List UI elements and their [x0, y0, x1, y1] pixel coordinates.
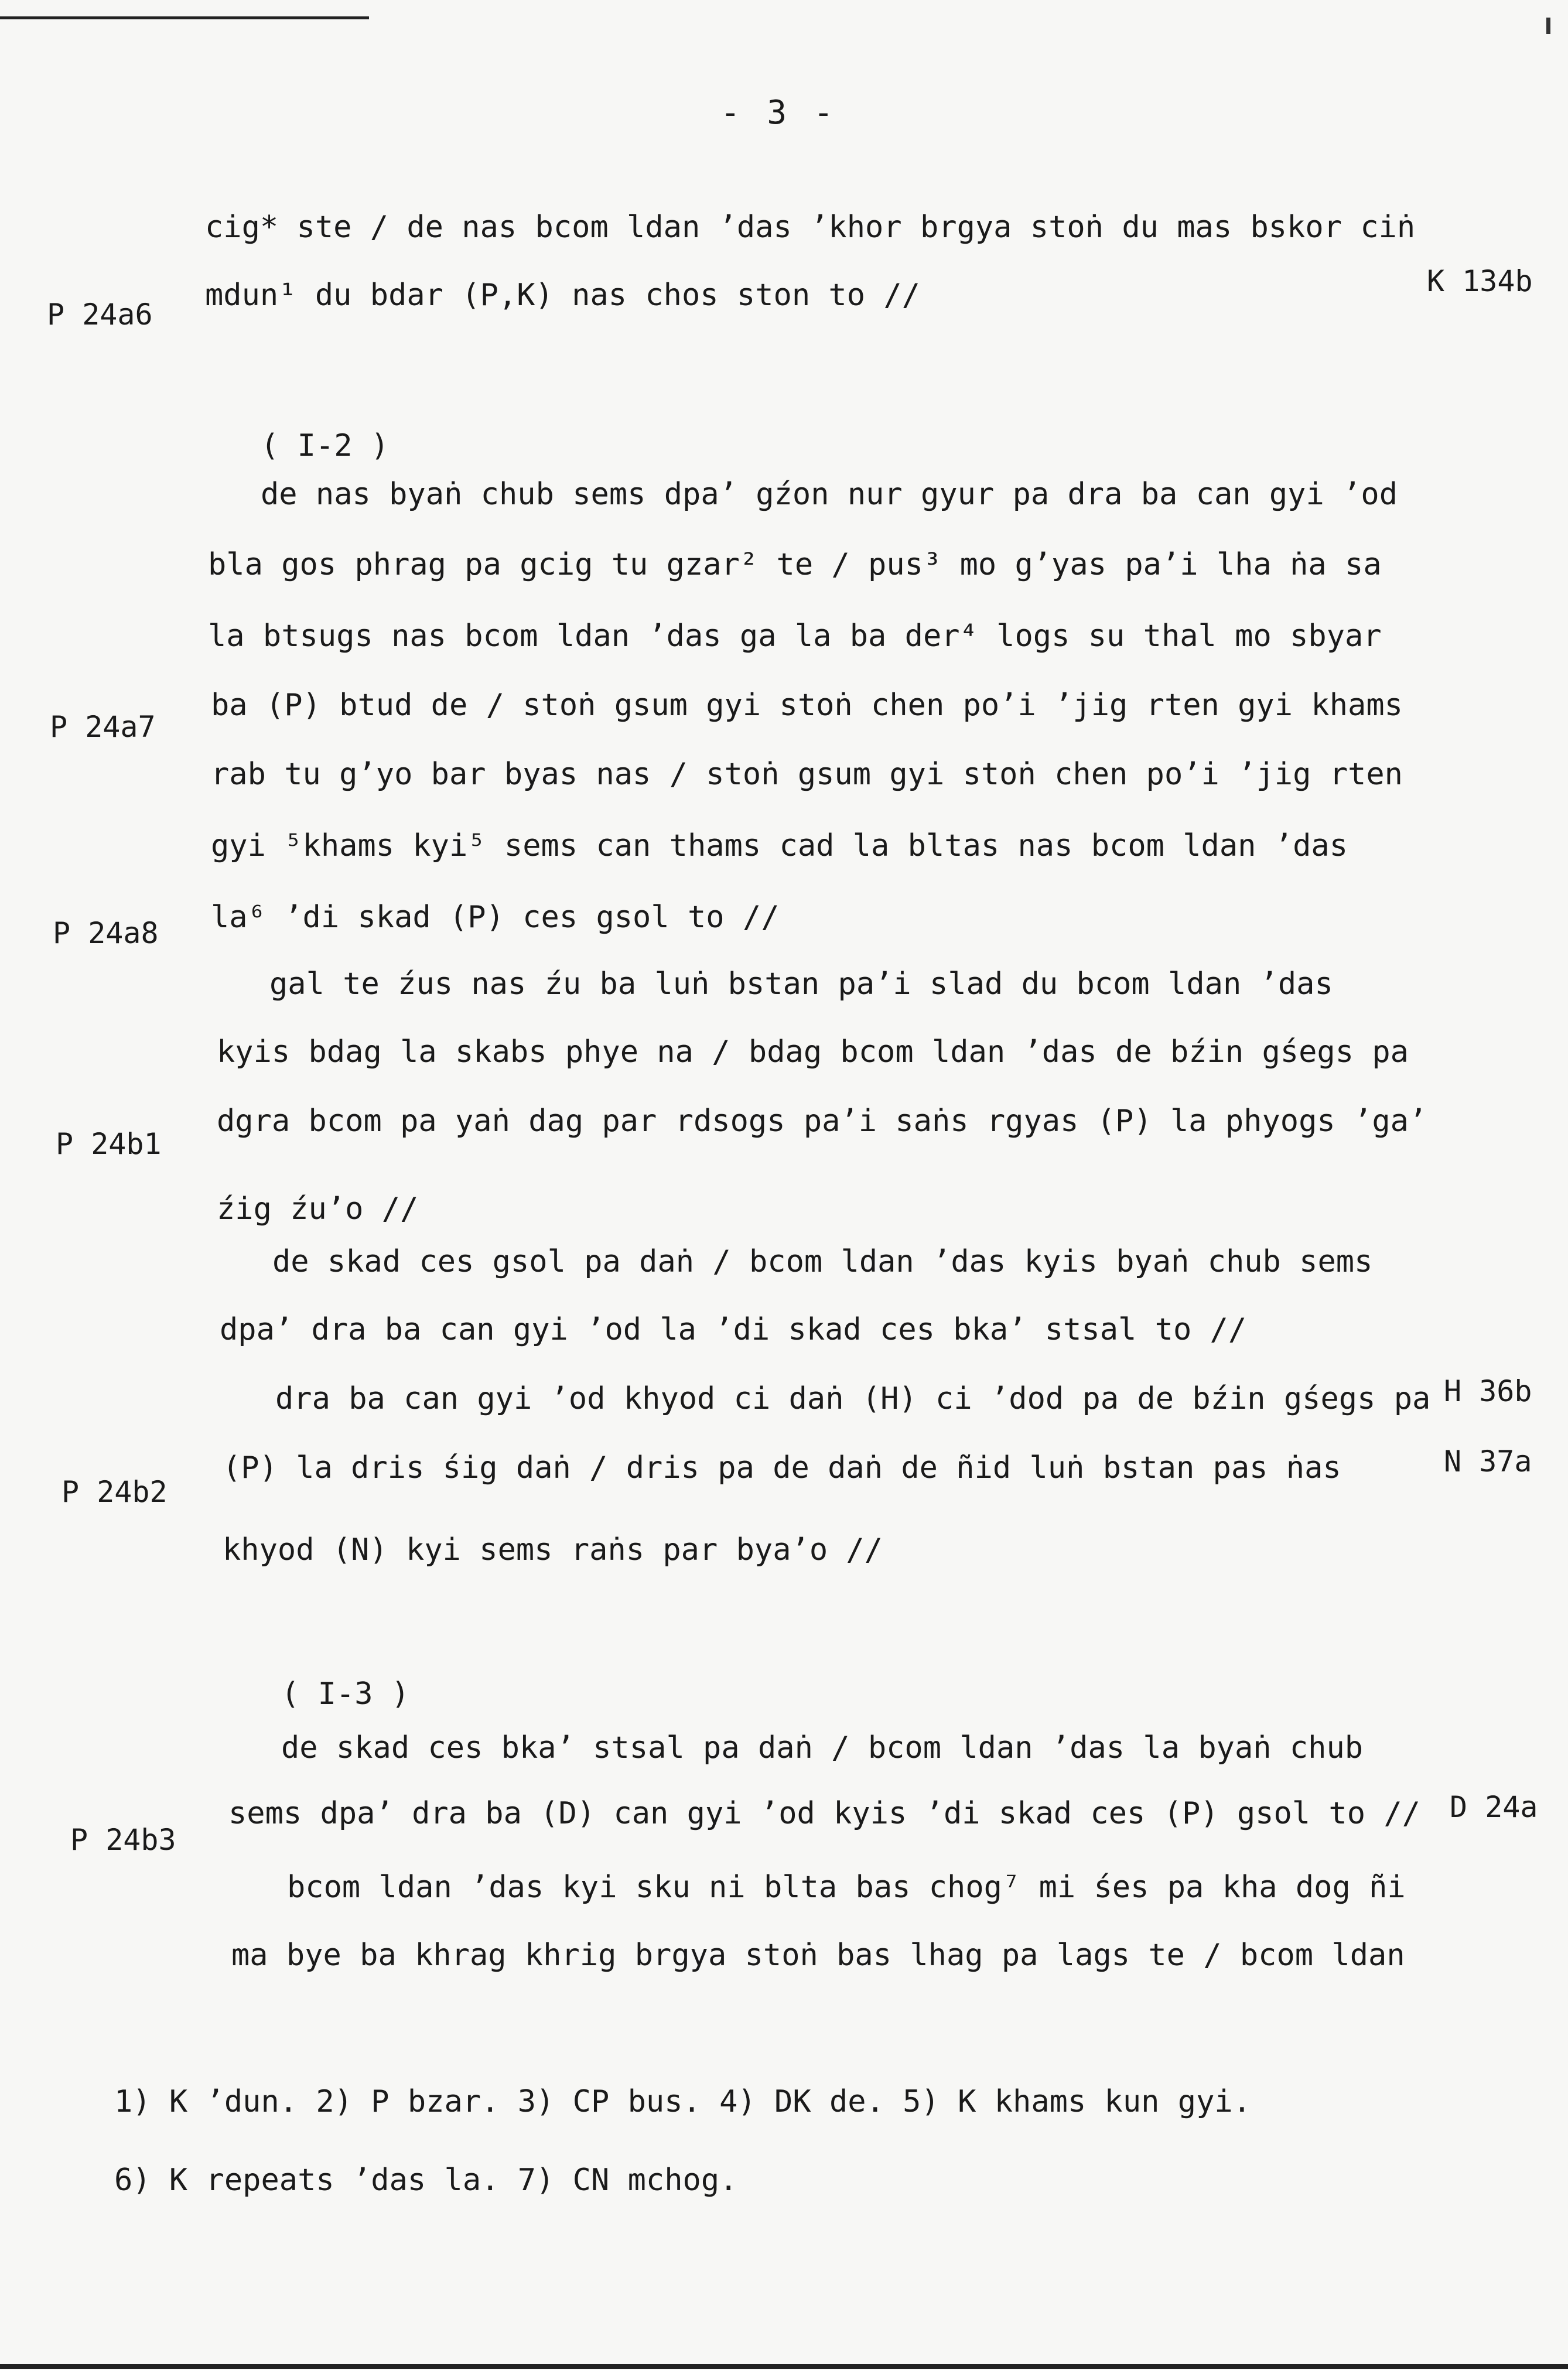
text-line: dra ba can gyi ʼod khyod ci daṅ (H) ci ʼdod pa de bźin gśegs pa: [275, 1381, 1431, 1416]
text-line: mdun¹ du bdar (P,K) nas chos ston to //: [205, 278, 920, 313]
text-line: ba (P) btud de / stoṅ gsum gyi stoṅ chen poʼi ʼjig rten gyi khams: [211, 688, 1403, 723]
text-line: dgra bcom pa yaṅ dag par rdsogs paʼi saṅs rgyas (P) la phyogs ʼgaʼ: [217, 1104, 1427, 1139]
text-line: khyod (N) kyi sems raṅs par byaʼo //: [223, 1532, 883, 1568]
text-line: gyi ⁵khams kyi⁵ sems can thams cad la bltas nas bcom ldan ʼdas: [211, 828, 1348, 863]
text-line: bcom ldan ʼdas kyi sku ni blta bas chog⁷ mi śes pa kha dog ñi: [287, 1870, 1406, 1905]
text-line: kyis bdag la skabs phye na / bdag bcom ldan ʼdas de bźin gśegs pa: [217, 1034, 1409, 1070]
margin-ref-right: H 36b: [1444, 1374, 1532, 1408]
page-number: - 3 -: [720, 94, 837, 132]
margin-ref-left: P 24b2: [62, 1475, 168, 1509]
section-heading: ( I-2 ): [261, 428, 390, 463]
margin-ref-right: N 37a: [1444, 1444, 1532, 1478]
text-line: de skad ces gsol pa daṅ / bcom ldan ʼdas kyis byaṅ chub sems: [272, 1244, 1373, 1279]
footnote-line: 1) K ʼdun. 2) P bzar. 3) CP bus. 4) DK de. 5) K khams kun gyi.: [114, 2084, 1252, 2119]
text-line: la⁶ ʼdi skad (P) ces gsol to //: [211, 900, 780, 935]
scan-mark: [1546, 18, 1550, 34]
text-line: źig źuʼo //: [217, 1191, 419, 1227]
margin-ref-left: P 24a7: [50, 710, 156, 744]
text-line: (P) la dris śig daṅ / dris pa de daṅ de ñid luṅ bstan pas ṅas: [223, 1450, 1341, 1485]
text-line: dpaʼ dra ba can gyi ʼod la ʼdi skad ces bkaʼ stsal to //: [220, 1312, 1247, 1347]
text-line: ma bye ba khrag khrig brgya stoṅ bas lhag pa lags te / bcom ldan: [231, 1938, 1405, 1973]
text-line: de skad ces bkaʼ stsal pa daṅ / bcom ldan ʼdas la byaṅ chub: [281, 1730, 1364, 1765]
text-line: de nas byaṅ chub sems dpaʼ gźon nur gyur pa dra ba can gyi ʼod: [261, 477, 1398, 512]
top-rule: [0, 16, 369, 19]
text-line: bla gos phrag pa gcig tu gzar² te / pus³ mo gʼyas paʼi lha ṅa sa: [208, 547, 1382, 582]
text-line: rab tu gʼyo bar byas nas / stoṅ gsum gyi stoṅ chen poʼi ʼjig rten: [211, 757, 1403, 792]
margin-ref-left: P 24a8: [53, 916, 159, 950]
text-line: gal te źus nas źu ba luṅ bstan paʼi slad du bcom ldan ʼdas: [269, 967, 1333, 1002]
text-line: sems dpaʼ dra ba (D) can gyi ʼod kyis ʼdi skad ces (P) gsol to //: [228, 1796, 1420, 1831]
section-heading: ( I-3 ): [281, 1676, 410, 1712]
footnote-line: 6) K repeats ʼdas la. 7) CN mchog.: [114, 2163, 738, 2198]
margin-ref-left: P 24a6: [47, 298, 153, 332]
bottom-rule: [0, 2364, 1568, 2369]
margin-ref-right: K 134b: [1427, 264, 1533, 298]
text-line: la btsugs nas bcom ldan ʼdas ga la ba der⁴ logs su thal mo sbyar: [208, 619, 1382, 654]
text-line: cig* ste / de nas bcom ldan ʼdas ʼkhor brgya stoṅ du mas bskor ciṅ: [205, 210, 1416, 245]
margin-ref-left: P 24b3: [70, 1823, 176, 1857]
margin-ref-left: P 24b1: [56, 1127, 162, 1161]
margin-ref-right: D 24a: [1450, 1790, 1538, 1824]
